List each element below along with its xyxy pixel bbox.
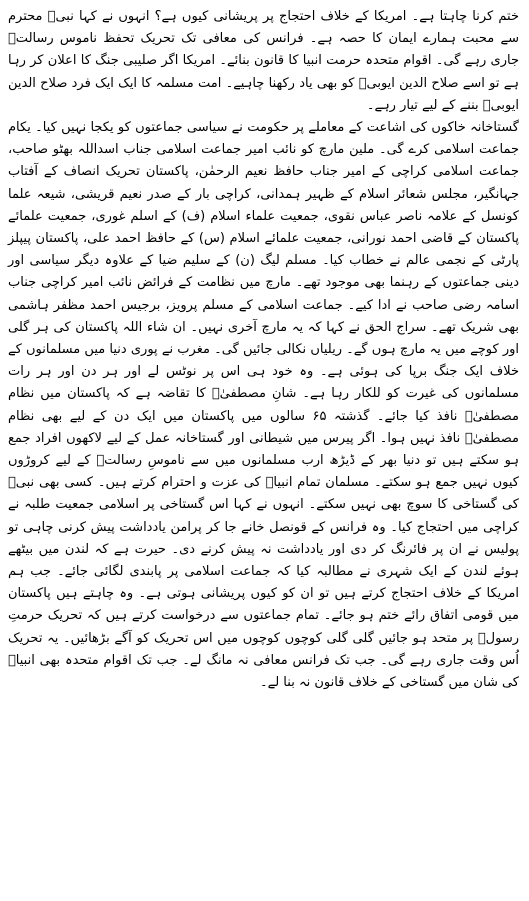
article-paragraph-2: گستاخانہ خاکوں کی اشاعت کے معاملے پر حکومت نے سیاسی جماعتوں کو یکجا نہیں کیا۔ یکام جماعت اسلامی کرے گی۔ ملین مارچ کو نائب امیر جماعت اسلامی جناب اسداللہ بھٹو صاحب، جماعت اسلامی کراچی کے امیر جناب حافظ نعیم الرحمٰن، پاکستان تحریک انصاف کے آفتاب جہانگیر، مجلس شعائر اسلام کے ظہیر ہمدانی، کراچی بار کے صدر نعیم قریشی، شیعہ علما کونسل کے علامہ ناصر عباس نقوی، جمعیت علماء اسلام (ف) کے اسلم غوری، جمعیت علمائے پاکستان کے قاضی احمد نورانی، جمعیت علمائے اسلام (س) کے حافظ احمد علی، پاکستان پیپلز پارٹی کے نجمی عالم نے خطاب کیا۔ مسلم لیگ (ن) کے سلیم ضیا کے علاوہ دیگر سیاسی اور دینی جماعتوں کے رہنما بھی موجود تھے۔ مارچ میں نظامت کے فرائض نائب امیر کراچی جناب اسامہ رضی صاحب نے ادا کیے۔ جماعت اسلامی کے مسلم پرویز، برجیس احمد مظفر ہاشمی بھی شریک تھے۔ سراج الحق نے کہا کہ یہ مارچ آخری نہیں۔ ان شاء اللہ پاکستان کی ہر گلی اور کوچے میں یہ مارچ ہوں گے۔ ریلیاں نکالی جائیں گی۔ مغرب نے پوری دنیا میں مسلمانوں کے خلاف ایک جنگ برپا کی ہوئی ہے۔ وہ خود ہی اس پر نوٹس لے اور ہر دن اور ہر رات مسلمانوں کی غیرت کو للکار رہا ہے۔ شانِ مصطفیٰؐ کا تقاضہ ہے کہ پاکستان میں نظام مصطفیٰؐ نافذ کیا جائے۔ گذشتہ ۶۵ سالوں میں پاکستان میں ایک دن کے لیے بھی نظام مصطفیٰؐ نافذ نہیں ہوا۔ اگر پیرس میں شیطانی اور گستاخانہ عمل کے لیے لاکھوں افراد جمع ہو سکتے ہیں تو دنیا بھر کے ڈیڑھ ارب مسلمانوں میں سے ناموسِ رسالتؐ کے لیے کروڑوں کیوں نہیں جمع ہو سکتے۔ مسلمان تمام انبیاؑ کی عزت و احترام کرتے ہیں۔ کسی بھی نبیؑ کی گستاخی کا سوچ بھی نہیں سکتے۔ انہوں نے کہا اس گستاخی پر اسلامی جمعیت طلبہ نے کراچی میں احتجاج کیا۔ وہ فرانس کے قونصل خانے جا کر پرامن یادداشت پیش کرنی چاہی تو پولیس نے ان پر فائرنگ کر دی اور یادداشت نہ پیش کرنے دی۔ حیرت ہے کہ لندن میں بیٹھے ہوئے لندن کے ایک شہری نے مطالبہ کیا کہ جماعت اسلامی پر پابندی لگائی جائے۔ جب ہم امریکا کے خلاف احتجاج کرتے ہیں تو ان کو کیوں پریشانی ہوتی ہے۔ وہ چاہتے ہیں پاکستان میں قومی اتفاق رائے ختم ہو جائے۔ تمام جماعتوں سے درخواست کرتے ہیں کہ تحریک حرمتِ رسولؐ پر متحد ہو جائیں گلی گلی کوچوں کوچوں میں اس تحریک کو آگے بڑھائیں۔ یہ تحریک اُس وقت جاری رہے گی۔ جب تک فرانس معافی نہ مانگ لے۔ جب تک اقوام متحدہ بھی انبیاؑ کی شان میں گستاخی کے خلاف قانون نہ بنا لے۔ xyxy=(8,120,519,691)
urdu-article xyxy=(8,6,519,694)
article-paragraph-1: ختم کرنا چاہتا ہے۔ امریکا کے خلاف احتجاج پر پریشانی کیوں ہے؟ انہوں نے کہا نبیؐ محترم سے محبت ہمارے ایمان کا حصہ ہے۔ فرانس کی معافی تک تحریک تحفظ ناموس رسالتؐ جاری رہے گی۔ اقوام متحدہ حرمت انبیا کا قانون بنائے۔ امریکا اگر صلیبی جنگ کا اعلان کر رہا ہے تو اسے صلاح الدین ایوبیؒ کو بھی یاد رکھنا چاہیے۔ امت مسلمہ کا ایک ایک فرد صلاح الدین ایوبیؒ بننے کے لیے تیار رہے۔ xyxy=(8,9,519,113)
